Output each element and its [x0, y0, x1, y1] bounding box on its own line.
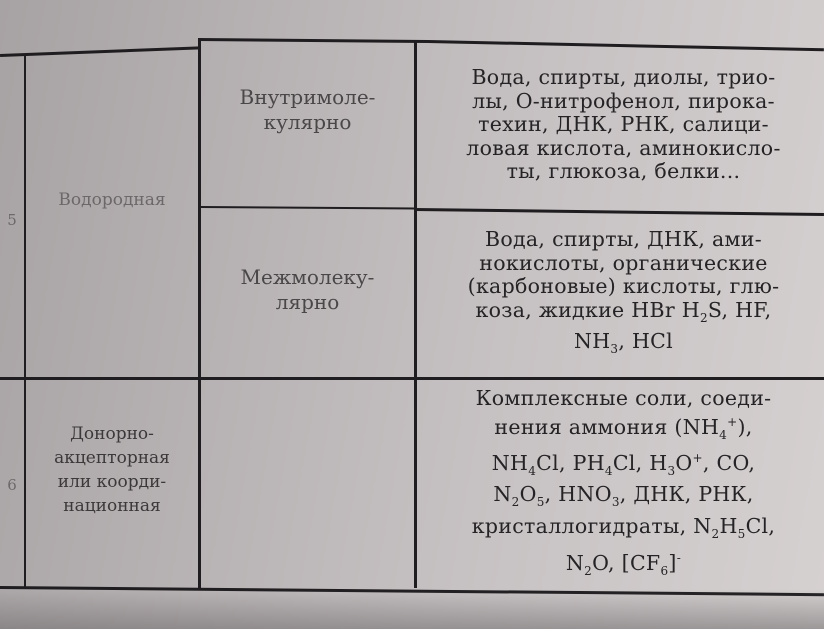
examples-line: $N_2O$, $[CF_6]^-$ — [565, 550, 682, 578]
text-line: ловая кислота, аминокисло- — [466, 135, 781, 160]
examples-line: коза, жидкие HBr $H_2S$, HF, — [475, 297, 772, 325]
examples-line: кристаллогидраты, $N_2H_5Cl$, — [471, 513, 776, 542]
subrow-divider — [200, 206, 415, 210]
text-line: акцепторная — [54, 448, 170, 468]
text-line: Внутримоле- — [239, 85, 376, 109]
table-top-border — [0, 46, 200, 57]
table-top-border — [198, 38, 428, 43]
row-number: 6 — [7, 476, 17, 494]
examples-line: $NH_4Cl$, $PH_4Cl$, $H_3O^+$, CO, — [491, 450, 756, 478]
text-line: ты, глюкоза, белки... — [506, 159, 741, 184]
subtype-intramolecular — [201, 60, 414, 160]
text-line: лярно — [275, 290, 340, 314]
examples-line: (карбоновые) кислоты, глю- — [467, 274, 780, 299]
examples-line: нокислоты, органические — [479, 250, 768, 275]
examples-line: Комплексные соли, соеди- — [475, 386, 772, 411]
examples-line: нения аммония $(NH_4^+)$, — [494, 414, 753, 442]
text-line: Донорно- — [70, 424, 154, 444]
examples-donor-acceptor — [417, 385, 824, 585]
examples-line: Вода, спирты, ДНК, ами- — [484, 227, 762, 252]
examples-intramolecular — [417, 46, 824, 204]
subtype-empty — [201, 380, 414, 586]
bond-type-donor-acceptor — [26, 395, 198, 545]
text-line: Вода, спирты, диолы, трио- — [471, 65, 776, 90]
text-line: национная — [63, 496, 161, 516]
text-line: техин, ДНК, РНК, салици- — [478, 112, 769, 137]
examples-line: $NH_3$, HCl — [573, 329, 673, 357]
examples-intermolecular — [417, 214, 824, 376]
photo-shadow — [0, 589, 824, 629]
bond-type-hydrogen — [26, 170, 198, 230]
text-line: кулярно — [263, 110, 352, 134]
examples-line: $N_2O_5$, $HNO_3$, ДНК, РНК, — [493, 482, 754, 510]
row-number: 5 — [7, 211, 17, 229]
text-line: Межмолеку- — [240, 265, 375, 289]
subtype-intermolecular — [201, 245, 414, 335]
text-line: Водородная — [58, 190, 166, 210]
text-line: или коорди- — [57, 472, 167, 492]
text-line: лы, О-нитрофенол, пирока- — [472, 88, 775, 113]
